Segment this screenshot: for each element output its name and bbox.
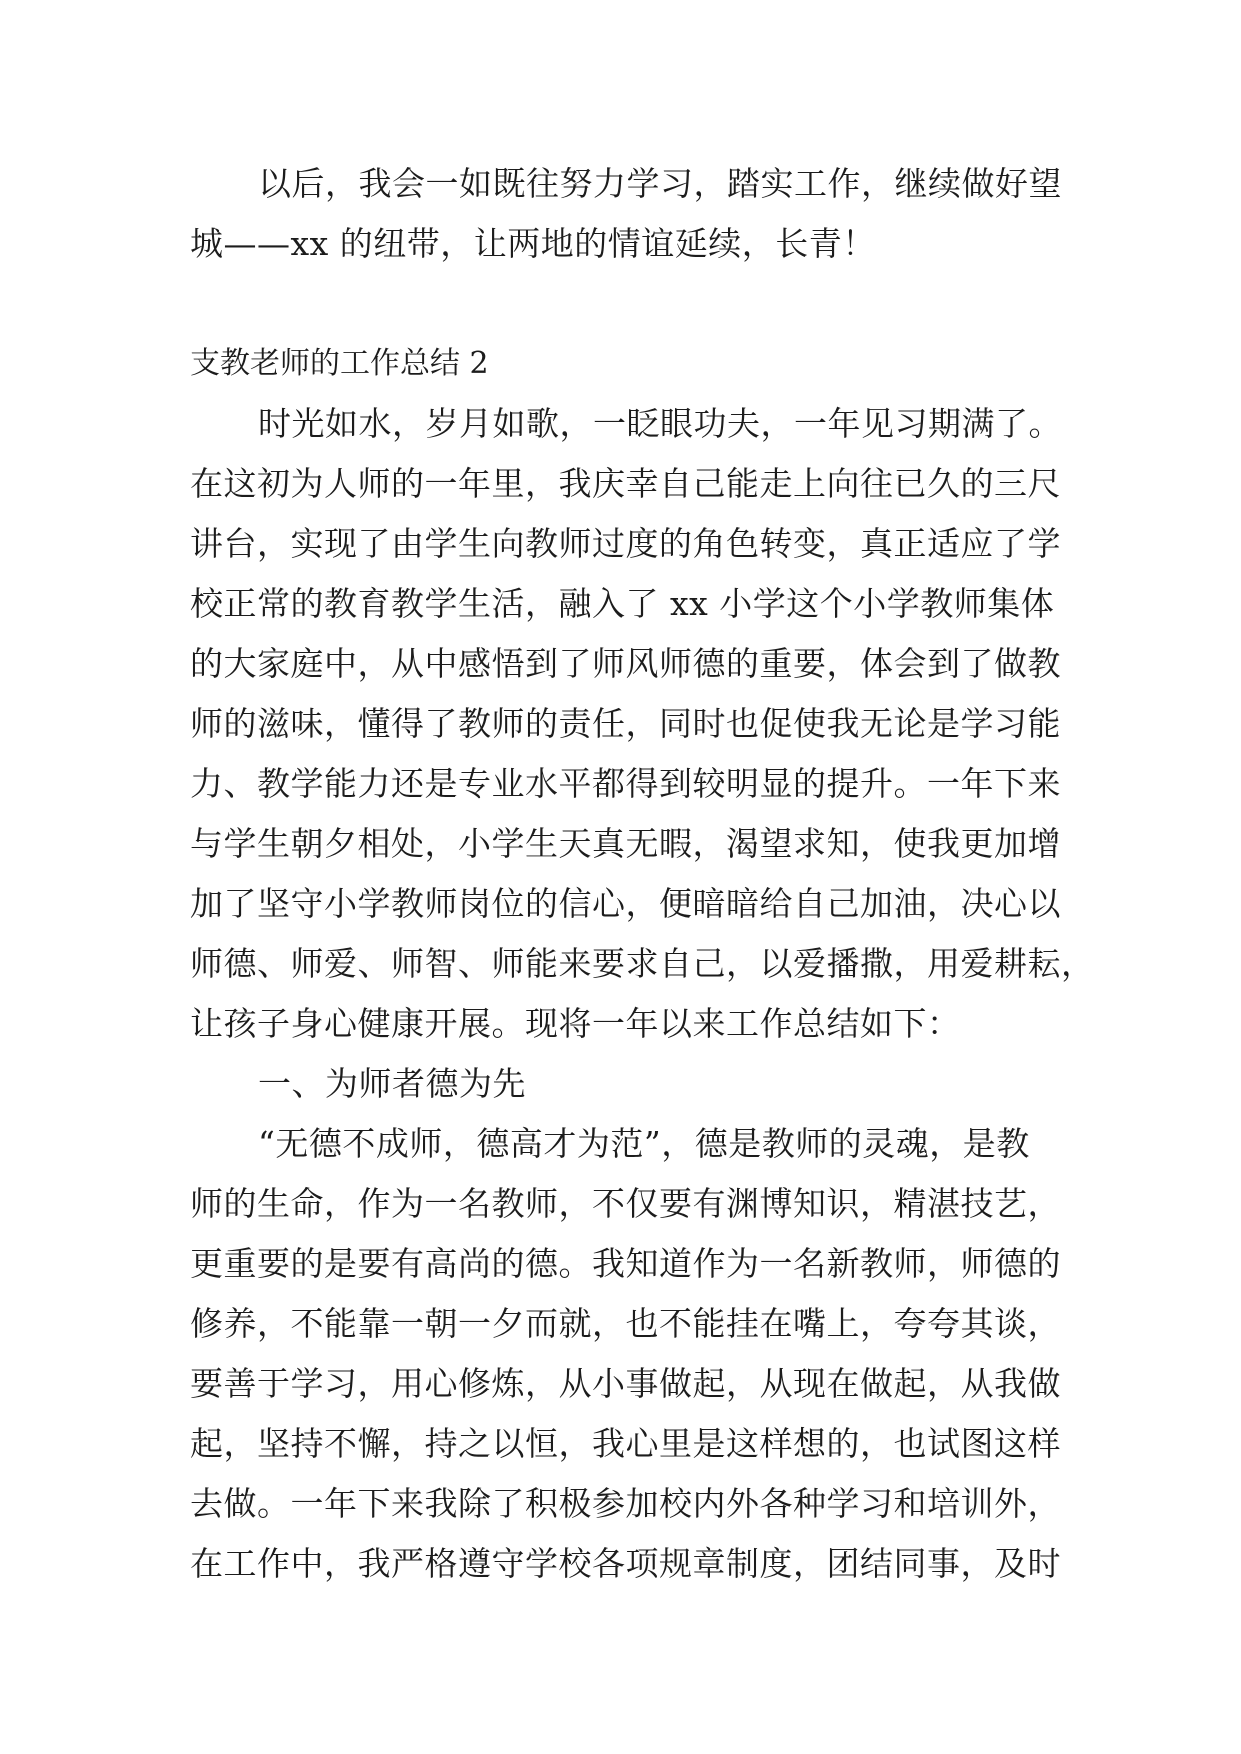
- paragraph-line: 师的滋味，懂得了教师的责任，同时也促使我无论是学习能: [190, 704, 1061, 743]
- paragraph-line: 与学生朝夕相处，小学生天真无暇，渴望求知，使我更加增: [190, 824, 1061, 863]
- paragraph-line: 城——xx 的纽带，让两地的情谊延续，长青！: [190, 224, 876, 263]
- paragraph-line: 在工作中，我严格遵守学校各项规章制度，团结同事，及时: [190, 1544, 1061, 1583]
- paragraph-line: 力、教学能力还是专业水平都得到较明显的提升。一年下来: [190, 764, 1061, 803]
- paragraph-line: 师德、师爱、师智、师能来要求自己，以爱播撒，用爱耕耘，: [190, 944, 1095, 983]
- paragraph-line: 要善于学习，用心修炼，从小事做起，从现在做起，从我做: [190, 1364, 1061, 1403]
- section-title: 支教老师的工作总结 2: [190, 346, 489, 381]
- paragraph-line: 校正常的教育教学生活，融入了 xx 小学这个小学教师集体: [190, 584, 1055, 623]
- paragraph-line: 讲台，实现了由学生向教师过度的角色转变，真正适应了学: [190, 524, 1061, 563]
- paragraph-line: 师的生命，作为一名教师，不仅要有渊博知识，精湛技艺，: [190, 1184, 1061, 1223]
- paragraph-line: 以后，我会一如既往努力学习，踏实工作，继续做好望: [258, 164, 1062, 203]
- paragraph-line: 让孩子身心健康开展。现将一年以来工作总结如下：: [190, 1004, 961, 1043]
- paragraph-line: “无德不成师，德高才为范”，德是教师的灵魂，是教: [258, 1124, 1030, 1163]
- paragraph-line: 的大家庭中，从中感悟到了师风师德的重要，体会到了做教: [190, 644, 1061, 683]
- paragraph-line: 修养，不能靠一朝一夕而就，也不能挂在嘴上，夸夸其谈，: [190, 1304, 1061, 1343]
- paragraph-line: 时光如水，岁月如歌，一眨眼功夫，一年见习期满了。: [258, 404, 1062, 443]
- paragraph-line: 加了坚守小学教师岗位的信心，便暗暗给自己加油，决心以: [190, 884, 1061, 923]
- paragraph-line: 起，坚持不懈，持之以恒，我心里是这样想的，也试图这样: [190, 1424, 1061, 1463]
- paragraph-line: 去做。一年下来我除了积极参加校内外各种学习和培训外，: [190, 1484, 1061, 1523]
- paragraph-line: 在这初为人师的一年里，我庆幸自己能走上向往已久的三尺: [190, 464, 1061, 503]
- paragraph-line: 更重要的是要有高尚的德。我知道作为一名新教师，师德的: [190, 1244, 1061, 1283]
- subheading: 一、为师者德为先: [258, 1064, 526, 1103]
